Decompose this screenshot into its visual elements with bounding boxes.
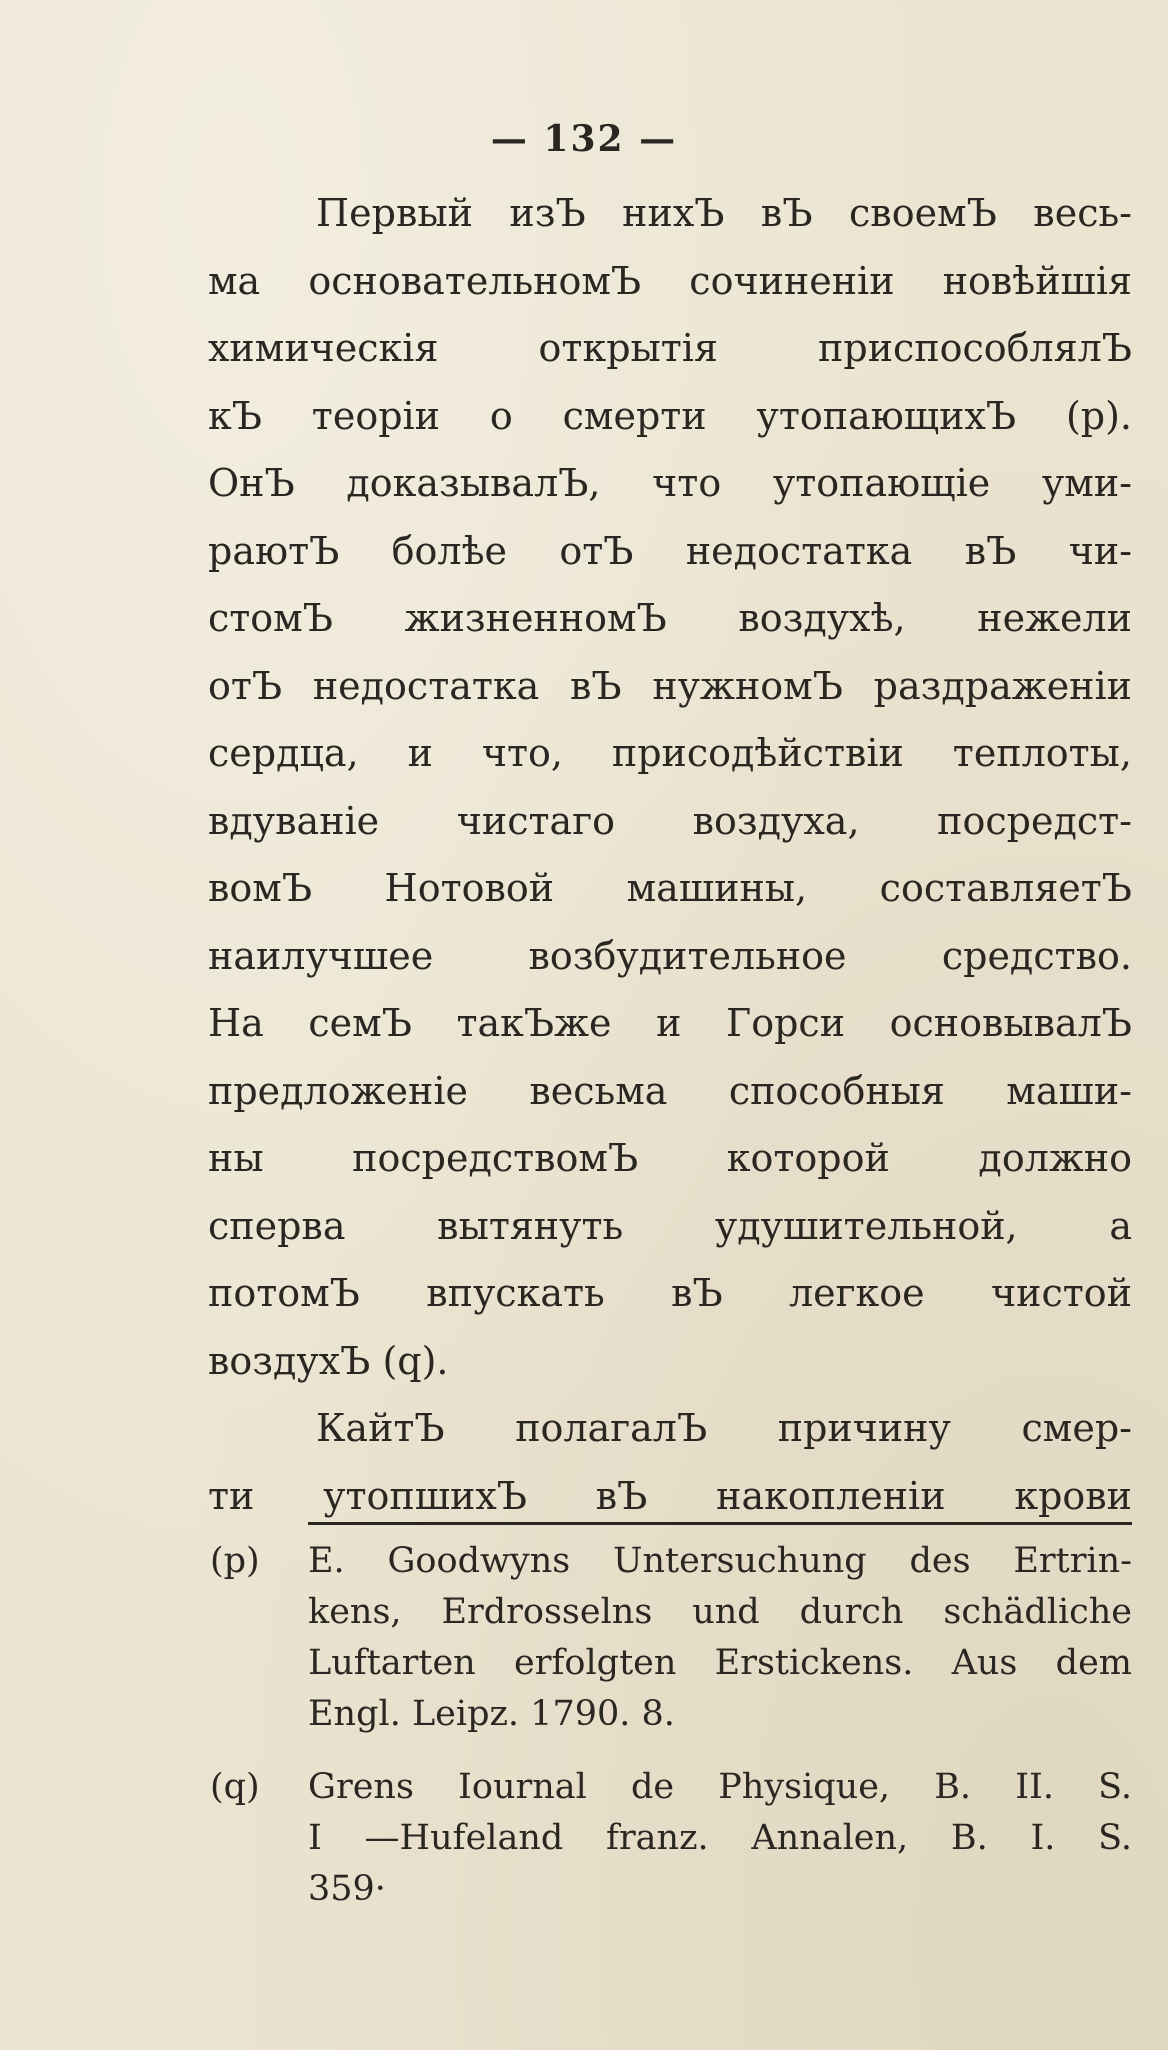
- page-number: — 132 —: [490, 118, 678, 160]
- footnote-q-line: I —Hufeland franz. Annalen, B. I. S.: [308, 1818, 1132, 1858]
- footnote-divider: [308, 1522, 1132, 1525]
- text-line: воздухЪ (q).: [208, 1338, 449, 1383]
- footnotes: [210, 1536, 1132, 1915]
- footnote-p-line: kens, Erdrosselns und durch schädliche: [308, 1592, 1132, 1632]
- footnote-p-line: Engl. Leipz. 1790. 8.: [308, 1694, 675, 1734]
- footnote-p-line: Luftarten erfolgten Erstickens. Aus dem: [308, 1643, 1132, 1683]
- text-line: стомЪ жизненномЪ воздухѣ, нежели: [208, 596, 1132, 640]
- text-line: кЪ теоріи о смерти утопающихЪ (p).: [208, 393, 1132, 438]
- text-line: На семЪ такЪже и Горси основывалЪ: [208, 1001, 1132, 1045]
- text-line: Первый изЪ нихЪ вЪ своемЪ весь-: [316, 191, 1132, 235]
- text-line: сперва вытянуть удушительной, а: [208, 1203, 1132, 1248]
- text-line: химическія открытія приспособлялЪ: [208, 326, 1132, 370]
- text-line: КайтЪ полагалЪ причину смер-: [316, 1406, 1132, 1450]
- text-line: потомЪ впускать вЪ легкое чистой: [208, 1271, 1132, 1315]
- text-line: отЪ недостатка вЪ нужномЪ раздраженіи: [208, 663, 1132, 708]
- text-line: ма основательномЪ сочиненіи новѣйшія: [208, 258, 1132, 303]
- text-line: наилучшее возбудительное средство.: [208, 933, 1132, 978]
- text-line: ОнЪ доказывалЪ, что утопающіе уми-: [208, 461, 1132, 505]
- footnote-q-line: 359·: [308, 1869, 386, 1909]
- text-line: сердца, и что, присодѣйствіи теплоты,: [208, 731, 1132, 775]
- footnote-p-text: E. Goodwyns Untersuchung des Ertrin-: [308, 1541, 1132, 1581]
- text-line: ны посредствомЪ которой должно: [208, 1136, 1132, 1180]
- footnote-gap: [210, 1740, 1132, 1762]
- footnote-marker-q: (q): [210, 1767, 260, 1807]
- text-line: предложеніе весьма способныя маши-: [208, 1068, 1132, 1113]
- text-line: ти утопшихЪ вЪ накопленіи крови: [208, 1473, 1132, 1518]
- footnote-p-line: [210, 1536, 1132, 1587]
- footnote-marker-p: (p): [210, 1541, 260, 1581]
- footnote-q-text: Grens Iournal de Physique, B. II. S.: [308, 1767, 1132, 1807]
- text-line: вдуваніе чистаго воздуха, посредст-: [208, 798, 1132, 843]
- body-text: [208, 180, 1132, 1530]
- footnote-q-line: [210, 1762, 1132, 1813]
- text-line: раютЪ болѣе отЪ недостатка вЪ чи-: [208, 528, 1132, 573]
- text-line: вомЪ Нотовой машины, составляетЪ: [208, 866, 1132, 910]
